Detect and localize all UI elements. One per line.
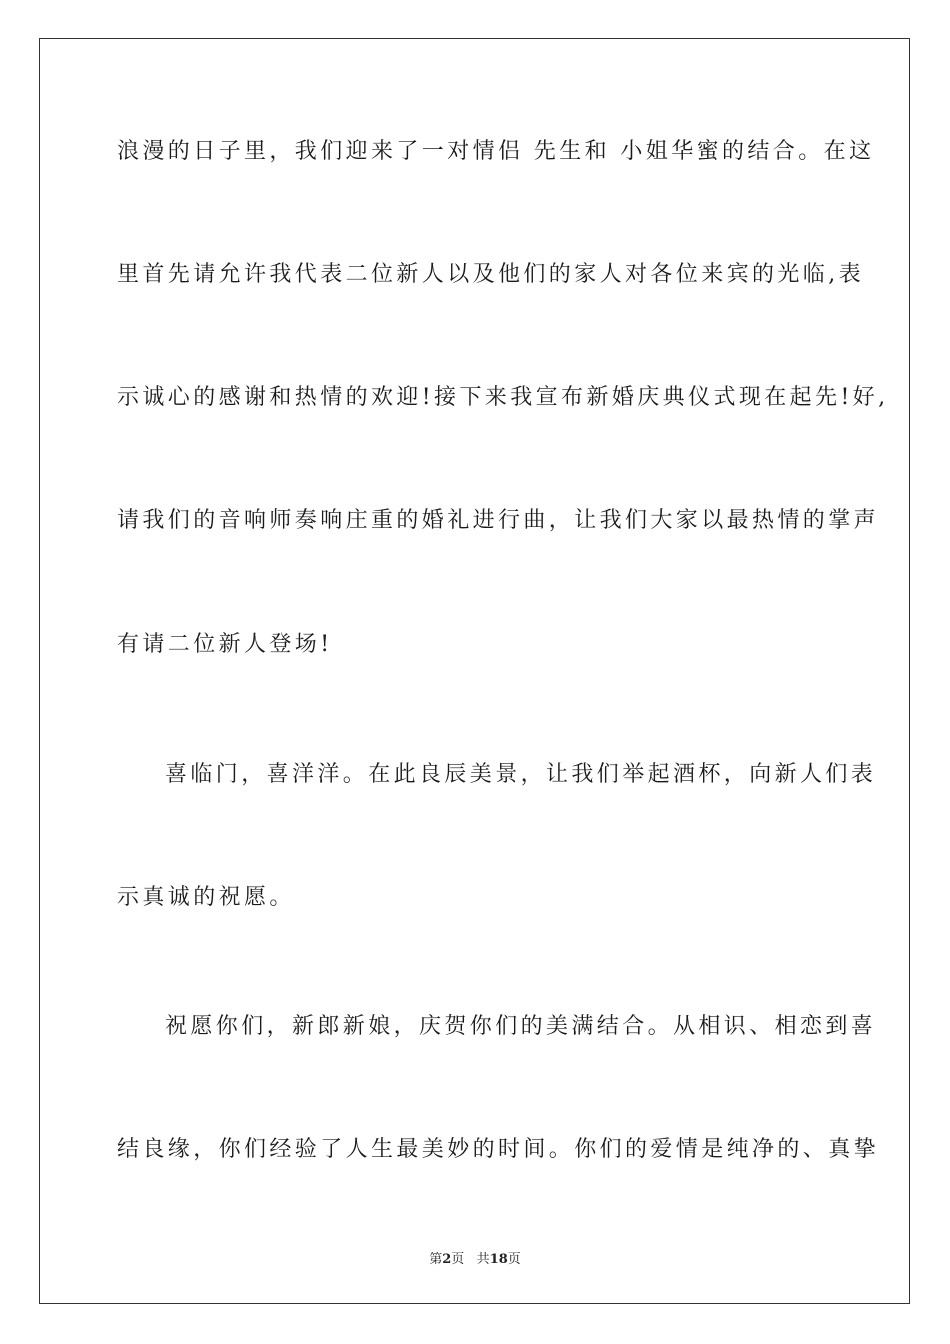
paragraph-2-line-1: 喜临门，喜洋洋。在此良辰美景，让我们举起酒杯，向新人们表 [165,762,877,787]
body-line-4: 请我们的音响师奏响庄重的婚礼进行曲，让我们大家以最热情的掌声 [117,508,880,533]
footer-page-suffix: 页 [451,1252,465,1267]
body-line-1: 浪漫的日子里，我们迎来了一对情侣 先生和 小姐华蜜的结合。在这 [117,139,875,164]
paragraph-2-line-2: 示真诚的祝愿。 [117,885,295,910]
footer-page-prefix: 第 [429,1252,443,1267]
body-line-3: 示诚心的感谢和热情的欢迎!接下来我宣布新婚庆典仪式现在起先!好, [117,385,889,410]
footer-page-number: 2 [442,1252,452,1267]
paragraph-3-line-2: 结良缘，你们经验了人生最美妙的时间。你们的爱情是纯净的、真挚 [117,1137,880,1162]
footer-total-suffix: 页 [507,1252,521,1267]
footer-total-prefix: 共 [476,1252,490,1267]
page-footer [0,1248,950,1267]
paragraph-3-line-1: 祝愿你们，新郎新娘，庆贺你们的美满结合。从相识、相恋到喜 [165,1014,877,1039]
body-line-2: 里首先请允许我代表二位新人以及他们的家人对各位来宾的光临,表 [117,262,864,287]
body-line-5: 有请二位新人登场! [117,632,333,657]
page-frame [39,38,910,1304]
footer-total-pages: 18 [489,1252,508,1267]
